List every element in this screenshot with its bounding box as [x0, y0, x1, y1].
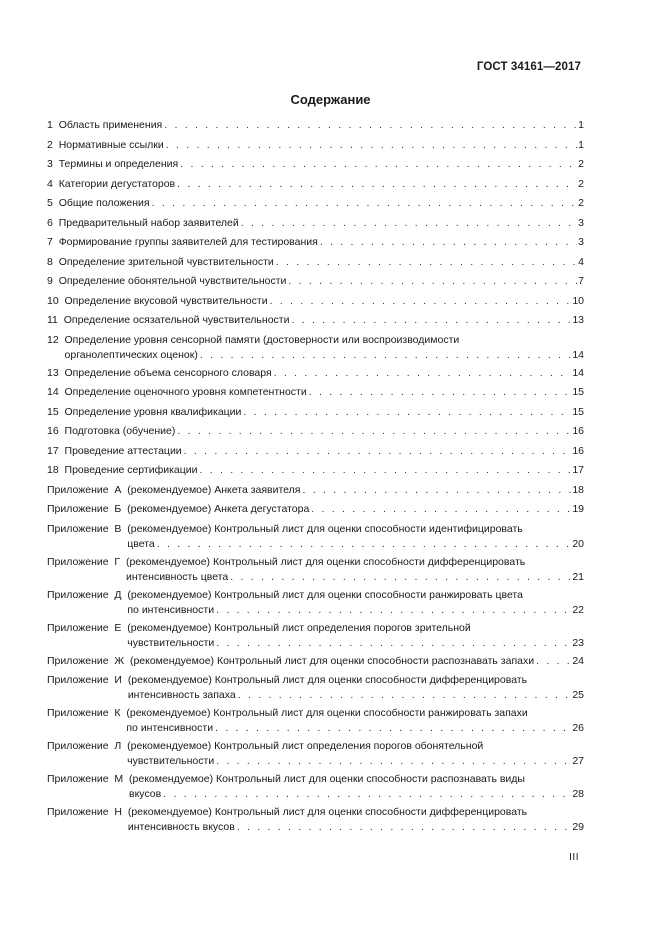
toc-entry-body	[59, 118, 584, 133]
toc-entry-number: Приложение И	[47, 674, 128, 686]
toc-entry[interactable]	[47, 274, 584, 289]
dot-leader	[536, 654, 571, 669]
toc-entry-number: Приложение Н	[47, 806, 128, 818]
toc-entry-title: интенсивность вкусов	[127, 821, 235, 833]
toc-entry-title: по интенсивности	[126, 722, 214, 734]
toc-entry-title: цвета	[127, 537, 155, 550]
dot-leader	[157, 537, 572, 552]
dot-leader	[199, 463, 571, 478]
toc-entry-number: 17	[47, 444, 65, 457]
dot-leader	[215, 721, 571, 736]
dot-leader	[241, 216, 577, 231]
toc-entry-number: 5	[47, 197, 59, 209]
toc-entry-body	[127, 483, 584, 498]
dot-leader	[200, 348, 571, 363]
toc-entry-page: 23	[572, 636, 584, 649]
toc-entry-body	[130, 654, 584, 669]
toc-entry[interactable]	[47, 706, 584, 736]
toc-entry-page: 25	[572, 689, 584, 701]
toc-entry[interactable]	[47, 216, 584, 231]
toc-entry-number: 7	[47, 236, 59, 248]
toc-entry-page: 27	[572, 755, 584, 767]
table-of-contents	[47, 118, 584, 838]
toc-entry-title: (рекомендуемое) Анкета заявителя	[127, 483, 301, 496]
toc-entry-page: 19	[572, 503, 584, 515]
toc-entry[interactable]	[47, 502, 584, 517]
toc-entry-page: 17	[572, 464, 584, 476]
toc-entry-body	[59, 235, 584, 250]
dot-leader	[270, 294, 572, 309]
dot-leader	[164, 118, 577, 133]
toc-entry[interactable]	[47, 673, 584, 703]
toc-entry-title-line: (рекомендуемое) Контрольный лист определения порогов зрительной	[127, 621, 471, 634]
toc-entry-body	[65, 333, 584, 363]
toc-entry-number: Приложение Ж	[47, 654, 130, 667]
toc-entry[interactable]	[47, 118, 584, 133]
toc-entry-body	[59, 216, 584, 231]
toc-entry[interactable]	[47, 805, 584, 835]
toc-entry-page: 2	[578, 197, 584, 209]
toc-entry-title: чувствительности	[127, 636, 215, 649]
toc-entry-number: 8	[47, 255, 59, 268]
toc-entry-number: 4	[47, 177, 59, 190]
toc-entry-body	[64, 313, 584, 328]
toc-entry-body	[127, 522, 584, 552]
dot-leader	[230, 570, 571, 585]
toc-entry-page: 28	[572, 788, 584, 800]
toc-entry[interactable]	[47, 294, 584, 309]
toc-entry-number: Приложение Л	[47, 740, 128, 752]
toc-entry-number: Приложение Е	[47, 621, 128, 634]
standard-code: ГОСТ 34161—2017	[476, 61, 581, 73]
dot-leader	[216, 636, 571, 651]
toc-entry-title-line: (рекомендуемое) Контрольный лист для оценки способности ранжировать запахи	[126, 707, 528, 719]
dot-leader	[320, 235, 577, 250]
toc-entry-title-line: (рекомендуемое) Контрольный лист определения порогов обонятельной	[127, 740, 484, 752]
toc-entry-page: 24	[572, 654, 584, 667]
toc-entry-title: Предварительный набор заявителей	[58, 216, 239, 229]
toc-entry-page: 7	[578, 275, 584, 287]
toc-entry-number: 18	[47, 464, 65, 476]
dot-leader	[163, 787, 571, 802]
toc-entry[interactable]	[47, 366, 584, 381]
toc-entry-title: Нормативные ссылки	[58, 138, 164, 151]
toc-entry-number: 2	[47, 138, 59, 151]
toc-entry-page: 4	[578, 255, 584, 268]
toc-entry[interactable]	[47, 235, 584, 250]
toc-entry-title: Категории дегустаторов	[58, 177, 176, 190]
toc-entry-body	[127, 502, 584, 517]
toc-entry-body	[59, 255, 584, 270]
toc-entry-title-line: (рекомендуемое) Контрольный лист для оценки способности ранжировать цвета	[127, 588, 523, 601]
toc-entry[interactable]	[47, 483, 584, 498]
toc-entry-number: Приложение А	[47, 483, 128, 496]
toc-entry-title: Термины и определения	[58, 158, 179, 170]
dot-leader	[180, 157, 577, 172]
toc-entry-page: 15	[572, 405, 584, 418]
toc-entry-number: Приложение М	[47, 773, 130, 785]
dot-leader	[166, 138, 577, 153]
toc-entry[interactable]	[47, 255, 584, 270]
toc-entry-title: (рекомендуемое) Анкета дегустатора	[127, 503, 310, 515]
toc-entry-number: Приложение К	[47, 707, 127, 719]
toc-entry-number: Приложение Б	[47, 503, 128, 515]
toc-entry-number: 1	[47, 119, 59, 131]
toc-entry-body	[65, 294, 584, 309]
toc-entry-page: 14	[572, 366, 584, 379]
toc-entry-body	[127, 621, 584, 651]
toc-entry-title: Определение осязательной чувствительности	[63, 314, 290, 326]
page-number: III	[569, 852, 579, 863]
toc-entry-title: Проведение сертификации	[64, 464, 198, 476]
toc-entry-title: (рекомендуемое) Контрольный лист для оценки способности распознавать запахи	[129, 654, 535, 667]
toc-entry-body	[65, 444, 584, 459]
toc-entry-page: 18	[572, 483, 584, 496]
toc-entry[interactable]	[47, 385, 584, 400]
toc-entry[interactable]	[47, 621, 584, 651]
toc-entry-title: чувствительности	[127, 755, 215, 767]
dot-leader	[288, 274, 577, 289]
toc-entry[interactable]	[47, 177, 584, 192]
dot-leader	[276, 255, 577, 270]
page-title: Содержание	[290, 92, 371, 107]
toc-entry-page: 16	[572, 425, 584, 437]
toc-entry-page: 2	[578, 177, 584, 190]
toc-entry-page: 3	[578, 216, 584, 229]
toc-entry-number: 9	[47, 275, 59, 287]
toc-entry-title: Проведение аттестации	[64, 444, 182, 457]
toc-entry-title-line: (рекомендуемое) Контрольный лист для оценки способности дифференцировать	[127, 674, 528, 686]
toc-entry-title: Определение уровня квалификации	[64, 405, 242, 418]
toc-entry[interactable]	[47, 444, 584, 459]
toc-entry-number: 6	[47, 216, 59, 229]
toc-entry-title: Определение вкусовой чувствительности	[64, 294, 268, 307]
toc-entry-page: 3	[578, 236, 584, 248]
toc-entry-page: 16	[572, 444, 584, 457]
dot-leader	[177, 424, 571, 439]
toc-entry-number: 11	[47, 314, 64, 326]
toc-entry-page: 20	[572, 537, 584, 550]
toc-entry-page: 21	[572, 570, 584, 583]
toc-entry-number: 15	[47, 405, 65, 418]
toc-entry-title: органолептических оценок)	[64, 348, 198, 361]
toc-entry-title: интенсивность запаха	[127, 689, 236, 701]
toc-entry-page: 22	[572, 603, 584, 616]
toc-entry-title: вкусов	[129, 788, 162, 800]
toc-entry-body	[127, 739, 584, 769]
toc-entry[interactable]	[47, 463, 584, 478]
toc-entry-page: 15	[572, 386, 584, 398]
toc-entry-title: Определение оценочного уровня компетентности	[64, 386, 307, 398]
toc-entry-body	[59, 177, 584, 192]
toc-entry-body	[65, 366, 584, 381]
toc-entry-page: 10	[572, 294, 584, 307]
toc-entry-body	[65, 424, 584, 439]
toc-entry-body	[126, 706, 584, 736]
toc-entry-page: 1	[578, 119, 584, 131]
toc-entry-page: 2	[578, 158, 584, 170]
toc-entry[interactable]	[47, 157, 584, 172]
dot-leader	[291, 313, 571, 328]
dot-leader	[238, 688, 572, 703]
toc-entry-number: 10	[47, 294, 65, 307]
toc-entry-title: интенсивность цвета	[125, 570, 229, 583]
toc-entry-title: Определение обонятельной чувствительности	[58, 275, 287, 287]
dot-leader	[309, 385, 572, 400]
toc-entry-body	[65, 405, 584, 420]
dot-leader	[152, 196, 578, 211]
toc-entry[interactable]	[47, 739, 584, 769]
toc-entry[interactable]	[47, 555, 584, 585]
toc-entry[interactable]	[47, 588, 584, 618]
dot-leader	[184, 444, 572, 459]
toc-entry[interactable]	[47, 196, 584, 211]
toc-entry-title-line: (рекомендуемое) Контрольный лист для оценки способности идентифицировать	[127, 522, 523, 535]
toc-entry-number: Приложение Г	[47, 555, 126, 568]
toc-entry-page: 1	[578, 138, 584, 151]
dot-leader	[177, 177, 577, 192]
toc-entry-title: Область применения	[58, 119, 163, 131]
toc-entry-title: Определение объема сенсорного словаря	[64, 366, 272, 379]
dot-leader	[274, 366, 572, 381]
toc-entry-title-line: (рекомендуемое) Контрольный лист для оценки способности дифференцировать	[125, 555, 526, 568]
toc-entry-title-line: (рекомендуемое) Контрольный лист для оценки способности дифференцировать	[127, 806, 528, 818]
toc-entry-body	[126, 555, 584, 585]
toc-entry-title: по интенсивности	[127, 603, 215, 616]
dot-leader	[237, 820, 571, 835]
toc-entry-number: 13	[47, 366, 65, 379]
toc-entry-title: Определение зрительной чувствительности	[58, 255, 274, 268]
toc-entry[interactable]	[47, 654, 584, 669]
toc-entry-body	[59, 157, 584, 172]
toc-entry-title: Общие положения	[58, 197, 150, 209]
toc-entry-number: 12	[47, 333, 65, 346]
toc-entry-number: Приложение В	[47, 522, 128, 535]
dot-leader	[311, 502, 571, 517]
toc-entry-body	[128, 805, 584, 835]
toc-entry-title-line: (рекомендуемое) Контрольный лист для оценки способности распознавать виды	[129, 773, 525, 785]
toc-entry-body	[59, 274, 584, 289]
toc-entry-number: 3	[47, 158, 59, 170]
dot-leader	[216, 603, 571, 618]
toc-entry[interactable]	[47, 138, 584, 153]
dot-leader	[243, 405, 571, 420]
toc-entry-body	[59, 138, 584, 153]
toc-entry-title: Подготовка (обучение)	[64, 425, 176, 437]
dot-leader	[303, 483, 572, 498]
toc-entry-number: 14	[47, 386, 65, 398]
toc-entry[interactable]	[47, 424, 584, 439]
toc-entry-body	[65, 463, 584, 478]
toc-entry-number: 16	[47, 425, 65, 437]
toc-entry-page: 13	[572, 314, 584, 326]
toc-entry-body	[127, 588, 584, 618]
toc-entry-page: 14	[572, 348, 584, 361]
toc-entry-title-line: Определение уровня сенсорной памяти (достоверности или воспроизводимости	[64, 333, 460, 346]
toc-entry[interactable]	[47, 313, 584, 328]
toc-entry[interactable]	[47, 333, 584, 363]
toc-entry-body	[59, 196, 584, 211]
toc-entry[interactable]	[47, 522, 584, 552]
toc-entry-body	[129, 772, 584, 802]
toc-entry-page: 26	[572, 722, 584, 734]
toc-entry-title: Формирование группы заявителей для тестирования	[58, 236, 318, 248]
toc-entry-number: Приложение Д	[47, 588, 128, 601]
toc-entry-body	[65, 385, 584, 400]
toc-entry[interactable]	[47, 405, 584, 420]
toc-entry[interactable]	[47, 772, 584, 802]
dot-leader	[216, 754, 571, 769]
toc-entry-body	[128, 673, 584, 703]
toc-entry-page: 29	[572, 821, 584, 833]
